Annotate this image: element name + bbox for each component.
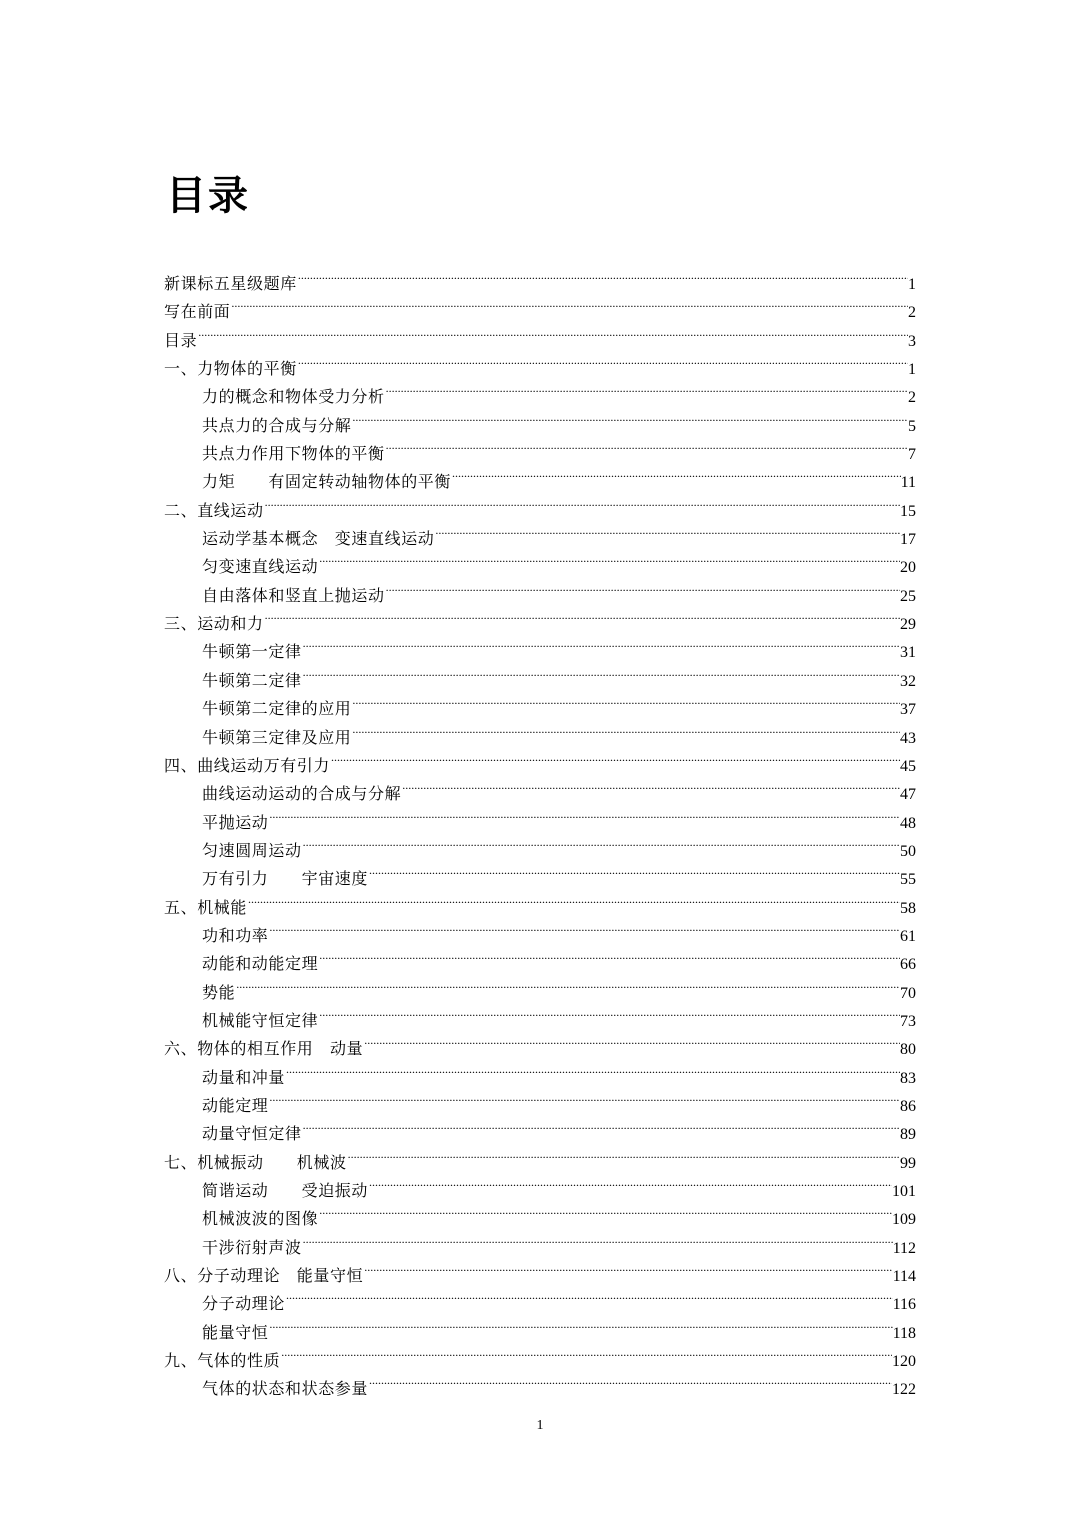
toc-dot-leader [268,1310,892,1338]
toc-chapter-entry[interactable] [164,601,916,634]
toc-dot-leader [285,1281,893,1309]
toc-chapter-entry[interactable] [164,346,916,379]
toc-dot-leader [280,1338,892,1366]
toc-entry-title: 九、气体的性质 [164,1351,281,1371]
toc-entry-page: 61 [900,927,916,945]
toc-entry-title: 七、机械振动 机械波 [164,1152,347,1172]
toc-dot-leader [197,318,908,346]
toc-dot-leader [297,261,908,289]
toc-section-entry[interactable] [164,941,916,974]
toc-entry-page: 58 [900,899,916,917]
toc-entry-title: 气体的状态和状态参量 [202,1379,369,1399]
toc-dot-leader [385,573,900,601]
toc-entry-title: 八、分子动理论 能量守恒 [164,1266,364,1286]
toc-section-entry[interactable] [164,970,916,1002]
toc-dot-leader [268,800,900,828]
toc-dot-leader [368,1168,892,1196]
toc-entry-title: 万有引力 宇宙速度 [202,869,369,889]
toc-entry-title: 动能定理 [202,1095,269,1115]
toc-dot-leader [285,1055,900,1083]
toc-entry-page: 70 [900,984,916,1002]
toc-entry-title: 力的概念和物体受力分析 [202,387,385,407]
toc-entry-page: 86 [900,1097,916,1115]
toc-section-entry[interactable] [164,913,916,945]
toc-dot-leader [351,686,900,714]
toc-entry-title: 简谐运动 受迫振动 [202,1181,369,1200]
toc-chapter-entry[interactable] [164,488,916,520]
toc-entry-page: 47 [900,786,916,804]
toc-dot-leader [318,1196,892,1224]
toc-entry-page: 25 [900,587,916,605]
toc-entry-title: 牛顿第三定律及应用 [202,727,352,747]
toc-entry-page: 120 [892,1353,916,1371]
toc-entry-title: 牛顿第一定律 [202,642,302,662]
toc-entry-page: 3 [908,332,916,350]
toc-section-entry[interactable] [164,998,916,1030]
toc-entry-page: 99 [900,1154,916,1172]
toc-entry-page: 89 [900,1126,916,1144]
toc-entry-page: 48 [900,814,916,832]
toc-entry-title: 共点力作用下物体的平衡 [202,444,385,464]
toc-entry-page: 112 [892,1239,916,1257]
toc-entry-page: 73 [900,1012,916,1030]
toc-dot-leader [385,431,908,459]
toc-entry-page: 29 [900,616,916,634]
toc-entry-title: 力矩 有固定转动轴物体的平衡 [202,472,452,492]
toc-dot-leader [318,998,900,1026]
toc-entry-title: 三、运动和力 [164,614,264,634]
toc-dot-leader [363,1026,900,1054]
toc-entry-page: 122 [892,1381,916,1399]
toc-entry-title: 匀变速直线运动 [202,557,319,577]
toc-dot-leader [351,715,900,743]
toc-entry-title: 曲线运动运动的合成与分解 [202,784,402,804]
toc-entry-page: 5 [908,417,916,435]
toc-entry-title: 动量和冲量 [202,1067,286,1087]
toc-entry-page: 11 [900,474,916,492]
toc-entry-title: 二、直线运动 [164,500,264,520]
toc-chapter-entry[interactable] [164,289,916,322]
toc-dot-leader [351,403,908,431]
page-title: 目录 [166,173,250,219]
toc-entry-title: 动量守恒定律 [202,1124,302,1144]
toc-entry-page: 109 [892,1211,916,1229]
page-number: 1 [536,1418,544,1433]
toc-entry-page: 31 [900,644,916,662]
toc-entry-title: 写在前面 [164,302,231,322]
toc-dot-leader [401,771,900,799]
toc-entry-title: 功和功率 [202,925,269,945]
toc-entry-page: 50 [900,842,916,860]
toc-dot-leader [363,1253,892,1281]
toc-section-entry[interactable] [164,1111,916,1144]
toc-entry-page: 55 [900,871,916,889]
toc-section-entry[interactable] [164,516,916,549]
toc-entry-title: 运动学基本概念 变速直线运动 [202,529,435,549]
toc-entry-title: 机械能守恒定律 [202,1010,319,1030]
toc-section-entry[interactable] [164,828,916,860]
toc-entry-title: 新课标五星级题库 [164,274,297,293]
toc-dot-leader [368,856,900,884]
toc-dot-leader [268,1083,900,1111]
toc-dot-leader [302,629,900,657]
toc-dot-leader [434,516,900,544]
toc-entry-title: 牛顿第二定律的应用 [202,699,352,719]
toc-chapter-entry[interactable] [164,1338,916,1371]
toc-entry-page: 20 [900,559,916,577]
toc-entry-title: 目录 [164,330,198,350]
toc-entry-title: 机械波波的图像 [202,1209,319,1229]
toc-dot-leader [347,1140,900,1168]
toc-dot-leader [318,544,900,572]
toc-chapter-entry[interactable] [164,261,916,293]
toc-entry-page: 101 [892,1183,916,1200]
toc-entry-title: 自由落体和竖直上抛运动 [202,585,385,605]
toc-entry-title: 四、曲线运动万有引力 [164,755,331,775]
toc-entry-page: 118 [892,1324,916,1342]
toc-entry-page: 1 [908,361,916,379]
toc-dot-leader [302,828,900,856]
toc-dot-leader [230,289,908,317]
toc-entry-title: 平抛运动 [202,812,269,832]
table-of-contents [164,261,916,1399]
toc-entry-page: 43 [900,729,916,747]
toc-entry-page: 114 [892,1268,916,1286]
toc-entry-title: 动能和动能定理 [202,954,319,974]
toc-dot-leader [264,601,900,629]
toc-entry-title: 共点力的合成与分解 [202,415,352,435]
toc-entry-title: 势能 [202,982,236,1002]
toc-dot-leader [264,488,900,516]
toc-entry-title: 一、力物体的平衡 [164,359,297,379]
toc-entry-page: 116 [892,1296,916,1314]
toc-entry-title: 匀速圆周运动 [202,840,302,860]
toc-entry-page: 80 [900,1041,916,1059]
toc-entry-page: 7 [908,446,916,464]
toc-section-entry[interactable] [164,800,916,832]
toc-dot-leader [302,1111,900,1139]
toc-dot-leader [235,970,900,998]
toc-dot-leader [318,941,900,969]
toc-dot-leader [385,374,908,402]
toc-dot-leader [268,913,900,941]
toc-entry-page: 15 [900,502,916,520]
toc-entry-title: 五、机械能 [164,897,248,917]
toc-entry-page: 83 [900,1069,916,1087]
toc-entry-page: 17 [900,531,916,549]
toc-entry-page: 45 [900,757,916,775]
toc-entry-title: 干涉衍射声波 [202,1237,302,1257]
toc-dot-leader [247,885,900,913]
toc-dot-leader [302,1225,893,1253]
toc-entry-page: 32 [900,672,916,690]
toc-section-entry[interactable] [164,629,916,662]
toc-entry-page: 2 [908,389,916,407]
toc-dot-leader [297,346,908,374]
toc-entry-page: 66 [900,956,916,974]
toc-entry-title: 能量守恒 [202,1322,269,1342]
toc-entry-title: 分子动理论 [202,1294,286,1314]
toc-dot-leader [302,658,900,686]
toc-dot-leader [451,459,901,487]
toc-dot-leader [368,1366,892,1394]
toc-entry-title: 六、物体的相互作用 动量 [164,1039,364,1059]
toc-entry-title: 牛顿第二定律 [202,670,302,690]
toc-chapter-entry[interactable] [164,885,916,917]
toc-entry-page: 2 [908,304,916,322]
toc-section-entry[interactable] [164,1310,916,1342]
toc-section-entry[interactable] [164,1083,916,1115]
toc-entry-page: 1 [908,276,916,293]
toc-entry-page: 37 [900,701,916,719]
toc-chapter-entry[interactable] [164,318,916,350]
toc-dot-leader [330,743,900,771]
